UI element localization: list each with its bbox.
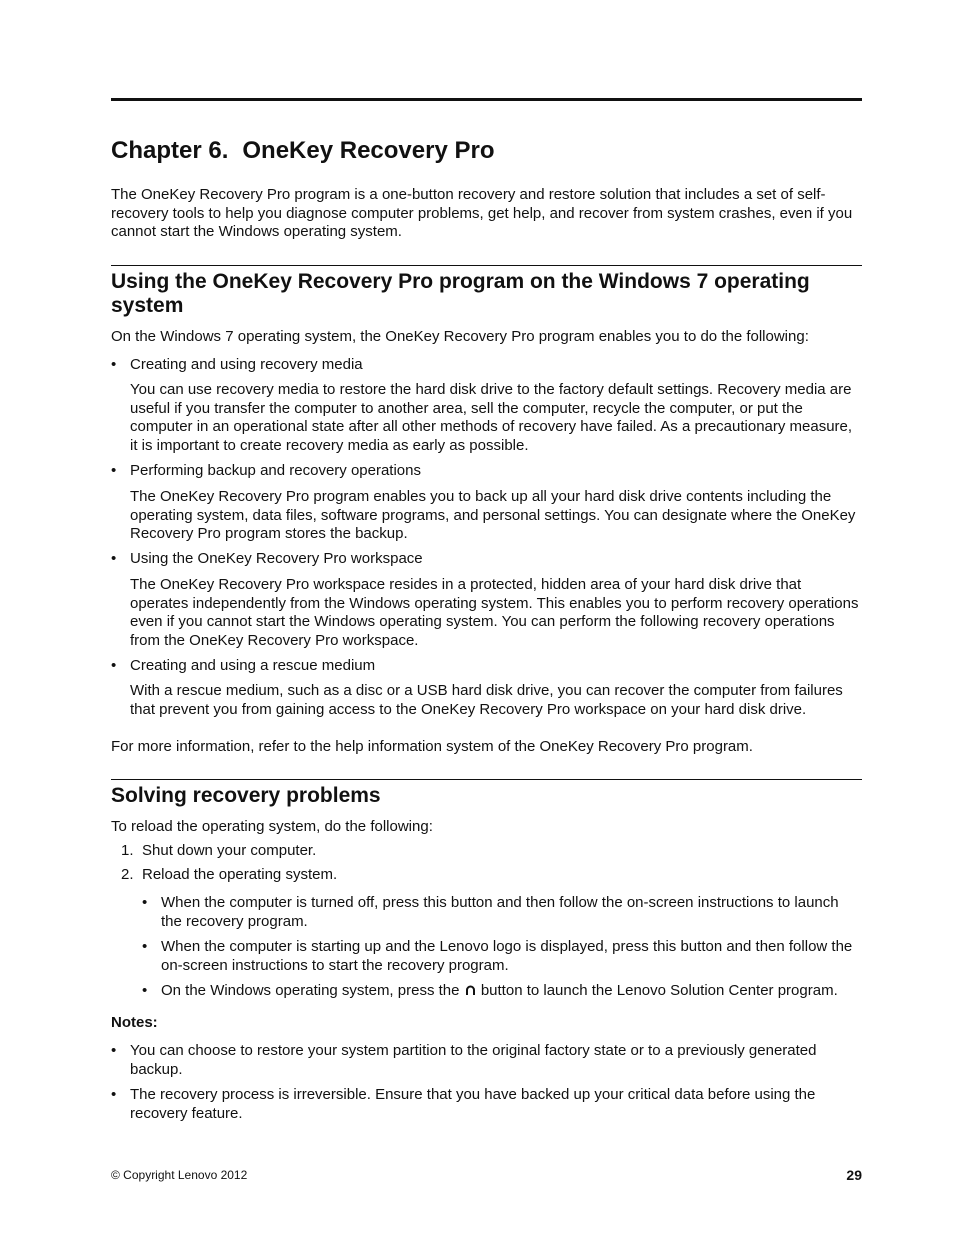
section2-lead: To reload the operating system, do the following: [111,818,433,835]
list-item-description: The OneKey Recovery Pro program enables you to back up all your hard disk drive contents including the operating system, data files, software programs, and personal settings. You can designate where the OneKey Recovery Pro program stores the backup. [130,488,856,542]
section-rule-1 [111,265,862,266]
list-item-description: You can use recovery media to restore the hard disk drive to the factory default settings. Recovery media are useful if you transfer the computer to another area, sell the computer, recycle the computer, or put the computer in an operational state after all other methods of recovery have failed. As a precautionary measure, it is important to create recovery media as early as possible. [130,381,853,454]
chapter-number: Chapter 6. [111,137,229,164]
bullet-glyph: • [142,982,148,999]
numbered-step [121,842,861,861]
list-item [111,550,862,569]
sub-list-item-text [161,982,862,1002]
sub-list-item [142,938,862,975]
chapter-top-rule [111,98,862,101]
sub-list-item [142,982,862,1002]
sub-list-item-text-before-icon: On the Windows operating system, press the [161,982,460,999]
step-number: 1. [121,842,134,859]
list-item-title: Performing backup and recovery operations [130,462,421,479]
sub-list-item-text-after-icon: button to launch the Lenovo Solution Center program. [480,982,838,999]
list-item-title: Using the OneKey Recovery Pro workspace [130,550,423,567]
list-item-title: Creating and using recovery media [130,356,363,373]
sub-list-item-text: When the computer is turned off, press this button and then follow the on-screen instructions to launch the recovery program. [161,894,839,930]
list-item [111,356,862,375]
more-info-text: For more information, refer to the help information system of the OneKey Recovery Pro program. [111,738,753,755]
notes-label: Notes: [111,1014,158,1031]
note-item [111,1086,862,1123]
numbered-step [121,866,861,885]
bullet-glyph: • [111,1086,117,1103]
list-item-description: The OneKey Recovery Pro workspace resides in a protected, hidden area of your hard disk drive that operates independently from the Windows operating system. This enables you to perform recovery operations even if you cannot start the Windows operating system. You can perform the following recovery operations from the OneKey Recovery Pro workspace. [130,576,859,649]
footer-copyright: © Copyright Lenovo 2012 [111,1168,248,1182]
list-item [111,657,862,676]
section-heading-solving: Solving recovery problems [111,784,381,807]
list-item-title: Creating and using a rescue medium [130,657,376,674]
bullet-glyph: • [111,550,117,567]
bullet-glyph: • [142,938,148,955]
section-heading-windows7: Using the OneKey Recovery Pro program on the Windows 7 operating system [111,270,810,317]
chapter-title [111,136,495,166]
sub-list-item [142,894,862,931]
note-text: The recovery process is irreversible. Ensure that you have backed up your critical data before using the recovery feature. [130,1086,816,1122]
step-number: 2. [121,866,134,883]
chapter-intro: The OneKey Recovery Pro program is a one-button recovery and restore solution that includes a set of self-recovery tools to help you diagnose computer problems, get help, and recover from system crashes, even if you cannot start the Windows operating system. [111,186,853,240]
sub-list-item-text: When the computer is starting up and the Lenovo logo is displayed, press this button and then follow the on-screen instructions to start the recovery program. [161,938,853,974]
section1-lead: On the Windows 7 operating system, the OneKey Recovery Pro program enables you to do the following: [111,328,809,345]
step-text: Shut down your computer. [142,842,317,859]
step-text: Reload the operating system. [142,866,338,883]
bullet-glyph: • [111,1042,117,1059]
note-text: You can choose to restore your system partition to the original factory state or to a previously generated backup. [130,1042,817,1078]
bullet-glyph: • [111,462,117,479]
footer-page-number: 29 [846,1167,862,1183]
novo-button-icon [465,983,476,1002]
bullet-glyph: • [111,356,117,373]
chapter-name: OneKey Recovery Pro [242,137,495,164]
list-item [111,462,862,481]
section-rule-2 [111,779,862,780]
bullet-glyph: • [111,657,117,674]
document-page [111,0,862,1235]
list-item-description: With a rescue medium, such as a disc or a USB hard disk drive, you can recover the computer from failures that prevent you from gaining access to the OneKey Recovery Pro workspace on your hard disk drive. [130,682,843,718]
bullet-glyph: • [142,894,148,911]
note-item [111,1042,862,1079]
